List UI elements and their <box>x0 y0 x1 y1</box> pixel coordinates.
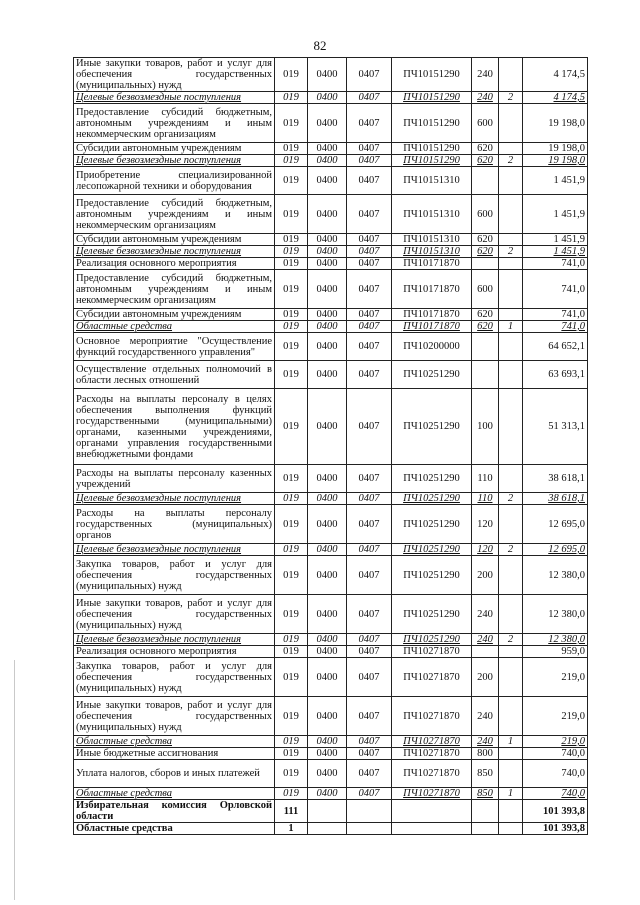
row-code: 019 <box>275 246 308 258</box>
row-name: Субсидии автономным учреждениям <box>74 234 275 246</box>
row-code: 1 <box>275 823 308 835</box>
row-name: Предоставление субсидий бюджетным, автономным учреждениям и иным некоммерческим организациям <box>74 104 275 143</box>
row-target-article: ПЧ10251290 <box>392 361 472 389</box>
row-funding-source <box>499 658 523 697</box>
row-subsection: 0407 <box>347 258 392 270</box>
row-subsection: 0407 <box>347 748 392 760</box>
row-target-article: ПЧ10271870 <box>392 788 472 800</box>
row-target-article: ПЧ10271870 <box>392 697 472 736</box>
row-name: Целевые безвозмездные поступления <box>74 92 275 104</box>
row-amount: 19 198,0 <box>523 155 588 167</box>
row-name: Избирательная комиссия Орловской области <box>74 800 275 823</box>
row-code: 019 <box>275 658 308 697</box>
row-section: 0400 <box>308 270 347 309</box>
row-section: 0400 <box>308 389 347 465</box>
row-amount: 38 618,1 <box>523 465 588 493</box>
row-code: 019 <box>275 736 308 748</box>
row-target-article: ПЧ10151290 <box>392 58 472 92</box>
table-row <box>74 556 588 595</box>
row-expense-type: 620 <box>472 143 499 155</box>
table-row <box>74 505 588 544</box>
row-amount: 741,0 <box>523 309 588 321</box>
row-code: 019 <box>275 361 308 389</box>
row-funding-source <box>499 143 523 155</box>
row-amount: 4 174,5 <box>523 58 588 92</box>
page-number: 82 <box>313 38 327 53</box>
row-funding-source: 2 <box>499 246 523 258</box>
row-section: 0400 <box>308 321 347 333</box>
row-amount: 219,0 <box>523 736 588 748</box>
row-section: 0400 <box>308 736 347 748</box>
row-funding-source <box>499 595 523 634</box>
row-amount: 1 451,9 <box>523 234 588 246</box>
row-code: 019 <box>275 270 308 309</box>
row-code: 019 <box>275 309 308 321</box>
row-name: Областные средства <box>74 788 275 800</box>
row-code: 019 <box>275 505 308 544</box>
row-section: 0400 <box>308 92 347 104</box>
row-amount: 12 695,0 <box>523 505 588 544</box>
row-code: 019 <box>275 544 308 556</box>
table-row <box>74 321 588 333</box>
row-section: 0400 <box>308 760 347 788</box>
row-expense-type: 240 <box>472 92 499 104</box>
row-subsection: 0407 <box>347 270 392 309</box>
row-subsection <box>347 800 392 823</box>
row-code: 019 <box>275 321 308 333</box>
row-target-article: ПЧ10200000 <box>392 333 472 361</box>
row-name: Целевые безвозмездные поступления <box>74 246 275 258</box>
row-subsection: 0407 <box>347 658 392 697</box>
row-code: 019 <box>275 493 308 505</box>
row-code: 019 <box>275 143 308 155</box>
row-subsection: 0407 <box>347 104 392 143</box>
row-target-article: ПЧ10151310 <box>392 234 472 246</box>
row-expense-type <box>472 167 499 195</box>
row-expense-type: 240 <box>472 58 499 92</box>
row-name: Предоставление субсидий бюджетным, автономным учреждениям и иным некоммерческим организациям <box>74 195 275 234</box>
row-name: Субсидии автономным учреждениям <box>74 309 275 321</box>
row-section: 0400 <box>308 246 347 258</box>
row-subsection: 0407 <box>347 195 392 234</box>
table-row <box>74 270 588 309</box>
row-section: 0400 <box>308 234 347 246</box>
row-funding-source <box>499 195 523 234</box>
row-amount: 12 380,0 <box>523 595 588 634</box>
row-code: 019 <box>275 104 308 143</box>
row-name: Осуществление отдельных полномочий в области лесных отношений <box>74 361 275 389</box>
row-subsection: 0407 <box>347 234 392 246</box>
row-amount: 1 451,9 <box>523 246 588 258</box>
row-target-article: ПЧ10171870 <box>392 258 472 270</box>
budget-table <box>73 57 588 835</box>
row-name: Областные средства <box>74 321 275 333</box>
row-amount: 740,0 <box>523 760 588 788</box>
row-name: Предоставление субсидий бюджетным, автономным учреждениям и иным некоммерческим организациям <box>74 270 275 309</box>
row-target-article: ПЧ10251290 <box>392 493 472 505</box>
row-subsection: 0407 <box>347 58 392 92</box>
row-code: 019 <box>275 465 308 493</box>
table-row <box>74 234 588 246</box>
scan-margin-mark <box>14 660 15 900</box>
row-amount: 741,0 <box>523 270 588 309</box>
row-code: 019 <box>275 92 308 104</box>
row-funding-source <box>499 800 523 823</box>
row-section: 0400 <box>308 788 347 800</box>
row-subsection: 0407 <box>347 389 392 465</box>
row-section: 0400 <box>308 646 347 658</box>
row-funding-source <box>499 167 523 195</box>
row-funding-source <box>499 58 523 92</box>
row-target-article: ПЧ10151310 <box>392 246 472 258</box>
row-name: Реализация основного мероприятия <box>74 646 275 658</box>
row-amount: 12 380,0 <box>523 634 588 646</box>
row-section: 0400 <box>308 167 347 195</box>
row-code: 019 <box>275 167 308 195</box>
row-expense-type <box>472 361 499 389</box>
row-expense-type: 800 <box>472 748 499 760</box>
row-expense-type <box>472 800 499 823</box>
row-section: 0400 <box>308 104 347 143</box>
row-funding-source <box>499 389 523 465</box>
row-subsection: 0407 <box>347 595 392 634</box>
row-name: Расходы на выплаты персоналу государственных (муниципальных) органов <box>74 505 275 544</box>
row-target-article <box>392 823 472 835</box>
row-amount: 38 618,1 <box>523 493 588 505</box>
row-code: 019 <box>275 155 308 167</box>
row-expense-type: 850 <box>472 760 499 788</box>
row-section: 0400 <box>308 309 347 321</box>
row-funding-source: 2 <box>499 493 523 505</box>
row-expense-type <box>472 823 499 835</box>
row-section: 0400 <box>308 493 347 505</box>
row-code: 019 <box>275 788 308 800</box>
row-funding-source <box>499 258 523 270</box>
row-funding-source: 2 <box>499 634 523 646</box>
row-target-article: ПЧ10171870 <box>392 270 472 309</box>
row-amount: 19 198,0 <box>523 104 588 143</box>
row-subsection: 0407 <box>347 246 392 258</box>
table-row <box>74 493 588 505</box>
row-expense-type: 620 <box>472 309 499 321</box>
row-amount: 219,0 <box>523 658 588 697</box>
row-expense-type: 850 <box>472 788 499 800</box>
table-row <box>74 58 588 92</box>
row-code: 019 <box>275 760 308 788</box>
table-row <box>74 465 588 493</box>
table-row <box>74 788 588 800</box>
row-target-article: ПЧ10151310 <box>392 167 472 195</box>
row-section: 0400 <box>308 595 347 634</box>
row-section: 0400 <box>308 505 347 544</box>
row-expense-type: 240 <box>472 595 499 634</box>
row-subsection: 0407 <box>347 333 392 361</box>
row-target-article: ПЧ10151310 <box>392 195 472 234</box>
row-section <box>308 823 347 835</box>
row-subsection: 0407 <box>347 361 392 389</box>
row-target-article: ПЧ10251290 <box>392 634 472 646</box>
row-funding-source <box>499 646 523 658</box>
row-expense-type: 110 <box>472 493 499 505</box>
row-target-article: ПЧ10151290 <box>392 92 472 104</box>
row-amount: 959,0 <box>523 646 588 658</box>
row-section: 0400 <box>308 748 347 760</box>
row-amount: 19 198,0 <box>523 143 588 155</box>
row-name: Областные средства <box>74 736 275 748</box>
row-expense-type: 600 <box>472 270 499 309</box>
row-code: 019 <box>275 697 308 736</box>
row-code: 019 <box>275 333 308 361</box>
row-name: Иные бюджетные ассигнования <box>74 748 275 760</box>
row-code: 019 <box>275 595 308 634</box>
table-row <box>74 646 588 658</box>
table-row <box>74 92 588 104</box>
row-name: Расходы на выплаты персоналу казенных учреждений <box>74 465 275 493</box>
row-expense-type: 620 <box>472 234 499 246</box>
row-funding-source <box>499 234 523 246</box>
budget-table-body <box>74 58 588 835</box>
row-funding-source: 1 <box>499 736 523 748</box>
row-section: 0400 <box>308 155 347 167</box>
row-amount: 740,0 <box>523 788 588 800</box>
row-name: Закупка товаров, работ и услуг для обеспечения государственных (муниципальных) нужд <box>74 556 275 595</box>
row-subsection: 0407 <box>347 505 392 544</box>
row-code: 019 <box>275 748 308 760</box>
row-code: 019 <box>275 389 308 465</box>
row-section: 0400 <box>308 465 347 493</box>
row-funding-source <box>499 104 523 143</box>
row-amount: 101 393,8 <box>523 800 588 823</box>
row-expense-type: 240 <box>472 736 499 748</box>
row-target-article: ПЧ10271870 <box>392 658 472 697</box>
table-row <box>74 309 588 321</box>
row-target-article: ПЧ10271870 <box>392 646 472 658</box>
row-expense-type: 110 <box>472 465 499 493</box>
row-target-article: ПЧ10271870 <box>392 736 472 748</box>
row-section: 0400 <box>308 333 347 361</box>
row-subsection: 0407 <box>347 143 392 155</box>
row-funding-source <box>499 823 523 835</box>
row-name: Целевые безвозмездные поступления <box>74 634 275 646</box>
row-amount: 12 380,0 <box>523 556 588 595</box>
row-target-article: ПЧ10151290 <box>392 155 472 167</box>
row-amount: 64 652,1 <box>523 333 588 361</box>
table-row <box>74 246 588 258</box>
table-row <box>74 748 588 760</box>
row-amount: 101 393,8 <box>523 823 588 835</box>
row-target-article: ПЧ10271870 <box>392 760 472 788</box>
row-funding-source: 1 <box>499 321 523 333</box>
row-name: Уплата налогов, сборов и иных платежей <box>74 760 275 788</box>
row-target-article: ПЧ10171870 <box>392 321 472 333</box>
table-row <box>74 258 588 270</box>
row-name: Областные средства <box>74 823 275 835</box>
row-expense-type <box>472 333 499 361</box>
row-code: 019 <box>275 234 308 246</box>
row-name: Закупка товаров, работ и услуг для обеспечения государственных (муниципальных) нужд <box>74 658 275 697</box>
row-amount: 740,0 <box>523 748 588 760</box>
row-expense-type: 620 <box>472 321 499 333</box>
row-name: Целевые безвозмездные поступления <box>74 155 275 167</box>
row-subsection: 0407 <box>347 167 392 195</box>
row-expense-type: 620 <box>472 246 499 258</box>
table-row <box>74 155 588 167</box>
row-subsection: 0407 <box>347 321 392 333</box>
row-subsection: 0407 <box>347 634 392 646</box>
row-funding-source <box>499 465 523 493</box>
row-subsection: 0407 <box>347 697 392 736</box>
row-name: Расходы на выплаты персоналу в целях обеспечения выполнения функций государственными (муниципальными) органами, казенными учреждениями, органами управления государственными внебюджетными фондами <box>74 389 275 465</box>
row-name: Основное мероприятие "Осуществление функций государственного управления" <box>74 333 275 361</box>
row-amount: 741,0 <box>523 258 588 270</box>
table-row <box>74 697 588 736</box>
row-funding-source <box>499 748 523 760</box>
row-expense-type: 200 <box>472 658 499 697</box>
row-section: 0400 <box>308 634 347 646</box>
table-row <box>74 595 588 634</box>
table-row <box>74 658 588 697</box>
table-row <box>74 143 588 155</box>
table-row <box>74 389 588 465</box>
row-funding-source <box>499 361 523 389</box>
table-row <box>74 361 588 389</box>
row-name: Целевые безвозмездные поступления <box>74 544 275 556</box>
row-section: 0400 <box>308 556 347 595</box>
row-expense-type: 200 <box>472 556 499 595</box>
row-name: Целевые безвозмездные поступления <box>74 493 275 505</box>
row-section: 0400 <box>308 361 347 389</box>
row-funding-source: 2 <box>499 155 523 167</box>
row-target-article: ПЧ10251290 <box>392 389 472 465</box>
row-subsection: 0407 <box>347 92 392 104</box>
row-expense-type: 100 <box>472 389 499 465</box>
row-name: Субсидии автономным учреждениям <box>74 143 275 155</box>
row-target-article: ПЧ10151290 <box>392 104 472 143</box>
table-row <box>74 333 588 361</box>
row-expense-type <box>472 646 499 658</box>
row-expense-type: 240 <box>472 697 499 736</box>
row-expense-type: 600 <box>472 104 499 143</box>
row-name: Иные закупки товаров, работ и услуг для обеспечения государственных (муниципальных) нужд <box>74 697 275 736</box>
table-row <box>74 104 588 143</box>
row-amount: 12 695,0 <box>523 544 588 556</box>
row-amount: 63 693,1 <box>523 361 588 389</box>
row-funding-source: 1 <box>499 788 523 800</box>
row-funding-source <box>499 697 523 736</box>
row-code: 019 <box>275 634 308 646</box>
row-expense-type: 620 <box>472 155 499 167</box>
row-expense-type: 120 <box>472 544 499 556</box>
row-amount: 4 174,5 <box>523 92 588 104</box>
row-code: 019 <box>275 258 308 270</box>
row-name: Реализация основного мероприятия <box>74 258 275 270</box>
row-subsection <box>347 823 392 835</box>
row-funding-source <box>499 760 523 788</box>
row-funding-source: 2 <box>499 544 523 556</box>
row-expense-type: 600 <box>472 195 499 234</box>
row-section <box>308 800 347 823</box>
row-section: 0400 <box>308 58 347 92</box>
row-funding-source <box>499 505 523 544</box>
row-target-article: ПЧ10251290 <box>392 595 472 634</box>
table-row <box>74 760 588 788</box>
row-subsection: 0407 <box>347 493 392 505</box>
table-row <box>74 634 588 646</box>
row-subsection: 0407 <box>347 760 392 788</box>
row-code: 019 <box>275 58 308 92</box>
row-target-article: ПЧ10251290 <box>392 556 472 595</box>
row-funding-source <box>499 556 523 595</box>
row-code: 019 <box>275 646 308 658</box>
row-expense-type <box>472 258 499 270</box>
row-amount: 1 451,9 <box>523 195 588 234</box>
row-section: 0400 <box>308 658 347 697</box>
row-subsection: 0407 <box>347 556 392 595</box>
row-amount: 219,0 <box>523 697 588 736</box>
row-subsection: 0407 <box>347 544 392 556</box>
row-name: Приобретение специализированной лесопожарной техники и оборудования <box>74 167 275 195</box>
row-expense-type: 240 <box>472 634 499 646</box>
table-row <box>74 800 588 823</box>
row-section: 0400 <box>308 143 347 155</box>
row-amount: 741,0 <box>523 321 588 333</box>
row-name: Иные закупки товаров, работ и услуг для обеспечения государственных (муниципальных) нужд <box>74 595 275 634</box>
row-section: 0400 <box>308 258 347 270</box>
row-subsection: 0407 <box>347 736 392 748</box>
row-subsection: 0407 <box>347 155 392 167</box>
row-target-article: ПЧ10251290 <box>392 505 472 544</box>
row-amount: 51 313,1 <box>523 389 588 465</box>
row-subsection: 0407 <box>347 788 392 800</box>
row-target-article: ПЧ10251290 <box>392 465 472 493</box>
row-target-article: ПЧ10251290 <box>392 544 472 556</box>
row-funding-source <box>499 309 523 321</box>
row-section: 0400 <box>308 697 347 736</box>
row-subsection: 0407 <box>347 309 392 321</box>
row-target-article: ПЧ10151290 <box>392 143 472 155</box>
row-code: 111 <box>275 800 308 823</box>
row-funding-source <box>499 270 523 309</box>
row-target-article: ПЧ10171870 <box>392 309 472 321</box>
row-funding-source: 2 <box>499 92 523 104</box>
row-target-article: ПЧ10271870 <box>392 748 472 760</box>
row-expense-type: 120 <box>472 505 499 544</box>
row-code: 019 <box>275 556 308 595</box>
row-funding-source <box>499 333 523 361</box>
row-amount: 1 451,9 <box>523 167 588 195</box>
row-section: 0400 <box>308 195 347 234</box>
row-target-article <box>392 800 472 823</box>
row-subsection: 0407 <box>347 465 392 493</box>
row-section: 0400 <box>308 544 347 556</box>
row-code: 019 <box>275 195 308 234</box>
table-row <box>74 167 588 195</box>
table-row <box>74 823 588 835</box>
row-name: Иные закупки товаров, работ и услуг для обеспечения государственных (муниципальных) нужд <box>74 58 275 92</box>
table-row <box>74 736 588 748</box>
row-subsection: 0407 <box>347 646 392 658</box>
table-row <box>74 195 588 234</box>
table-row <box>74 544 588 556</box>
